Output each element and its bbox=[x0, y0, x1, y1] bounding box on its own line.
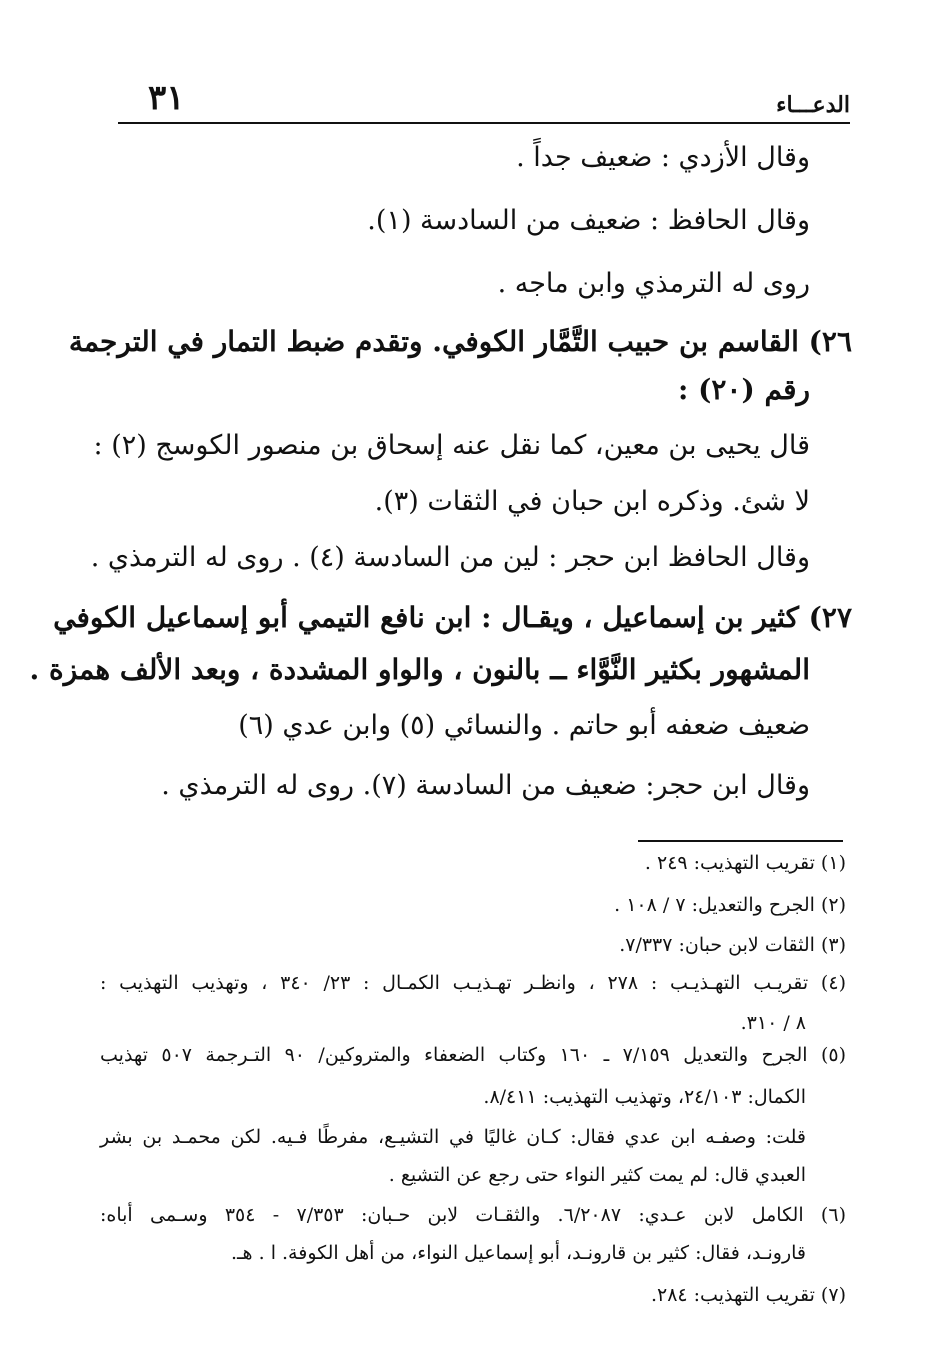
entry-heading-26-cont: رقم (٢٠) : bbox=[678, 373, 810, 406]
entry-heading-27-cont: المشهور بكثير النَّوَّاء ــ بالنون ، والواو المشددة ، وبعد الألف همزة . bbox=[29, 653, 810, 686]
footnote: (٧) تقريب التهذيب: ٢٨٤. bbox=[650, 1284, 846, 1306]
text-line: روى له الترمذي وابن ماجه . bbox=[497, 268, 810, 299]
footnote-separator bbox=[638, 840, 843, 842]
footnote: (١) تقريب التهذيب: ٢٤٩ . bbox=[644, 852, 846, 874]
page-header bbox=[118, 78, 850, 124]
footnote: (٣) الثقات لابن حبان: ٧/٣٣٧. bbox=[619, 934, 846, 956]
footnote: (٥) الجرح والتعديل ٧/١٥٩ ـ ١٦٠ وكتاب الضعفاء والمتروكين/ ٩٠ التـرجمة ٥٠٧ تهذيب bbox=[100, 1044, 846, 1066]
footnote-note: قلت: وصفـه ابن عدي فقال: كـان غاليًا في التشيـع، مفرطًا فـيه. لكن محمـد بن بشر bbox=[100, 1126, 806, 1148]
footnote: (٦) الكامل لابن عـدي: ٦/٢٠٨٧. والثقـات لابن حـبان: ٧/٣٥٣ - ٣٥٤ وسـمى أباه: bbox=[100, 1204, 846, 1226]
chapter-title: الدعـــاء bbox=[776, 92, 850, 118]
entry-heading-27: ٢٧) كثير بن إسماعيل ، ويقـال : ابن نافع التيمي أبو إسماعيل الكوفي bbox=[53, 601, 852, 634]
text-line: وقال الأزدي : ضعيف جداً . bbox=[516, 142, 810, 173]
text-line: وقال الحافظ : ضعيف من السادسة (١). bbox=[367, 205, 810, 236]
footnote-continuation: ٨ / ٣١٠. bbox=[740, 1012, 806, 1034]
text-line: وقال الحافظ ابن حجر : لين من السادسة (٤) . روى له الترمذي . bbox=[90, 542, 810, 573]
footnote: (٢) الجرح والتعديل: ٧ / ١٠٨ . bbox=[614, 894, 846, 916]
footnote-continuation: قارونـد، فقال: كثير بن قارونـد، أبو إسماعيل النواء، من أهل الكوفة. ا . هـ. bbox=[230, 1242, 806, 1264]
footnote: (٤) تقريـب التهـذيـب : ٢٧٨ ، وانظـر تهـذيـب الكمـال : ٢٣/ ٣٤٠ ، وتهذيب التهذيب : bbox=[100, 972, 846, 994]
text-line: قال يحيى بن معين، كما نقل عنه إسحاق بن منصور الكوسج (٢) : bbox=[93, 430, 810, 461]
entry-heading-26: ٢٦) القاسم بن حبيب التَّمَّار الكوفي. وتقدم ضبط التمار في الترجمة bbox=[68, 325, 852, 358]
footnote-continuation: الكمال: ٢٤/١٠٣، وتهذيب التهذيب: ٨/٤١١. bbox=[483, 1086, 806, 1108]
footnote-note: العبدي قال: لم يمت كثير النواء حتى رجع عن التشيع . bbox=[388, 1164, 806, 1186]
page-number: ٣١ bbox=[148, 78, 185, 118]
text-line: ضعيف ضعفه أبو حاتم . والنسائي (٥) وابن عدي (٦) bbox=[238, 710, 810, 741]
text-line: وقال ابن حجر: ضعيف من السادسة (٧). روى له الترمذي . bbox=[161, 770, 810, 801]
text-line: لا شئ. وذكره ابن حبان في الثقات (٣). bbox=[374, 486, 810, 517]
